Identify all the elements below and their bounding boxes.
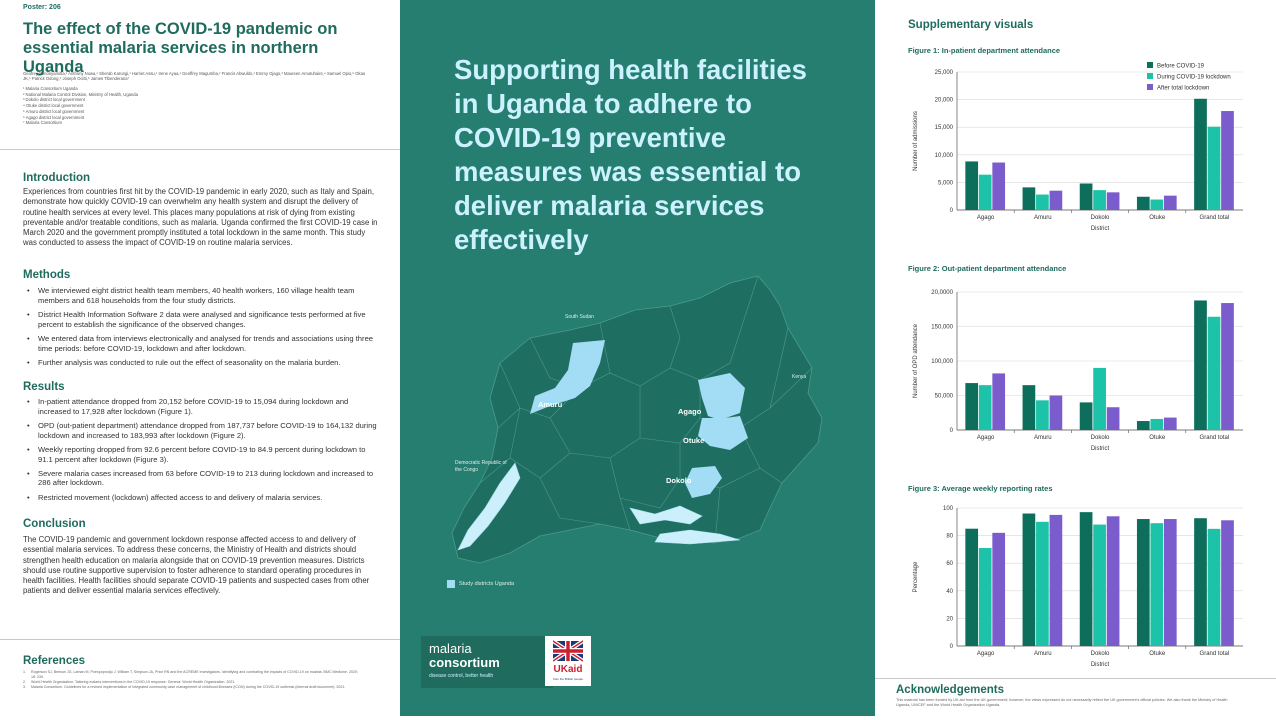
list-item: • Severe malaria cases increased from 63 before COVID-19 to 213 during lockdown and increased to 286 after lockdown. [23, 469, 379, 489]
x-tick-label: Grand total [1199, 651, 1230, 657]
affiliation: ² National Malaria Control Division, Ministry of Health, Uganda [23, 91, 138, 97]
methods-list [23, 286, 379, 372]
bar [1036, 195, 1049, 210]
bar [1137, 197, 1150, 210]
bar [1137, 421, 1150, 430]
figure-2-chart [905, 278, 1265, 456]
bar [1208, 317, 1221, 430]
district-label-amuru: Amuru [538, 400, 563, 409]
bar [1036, 400, 1049, 430]
bar [992, 163, 1005, 210]
bar [1093, 368, 1106, 430]
district-label-dokolo: Dokolo [666, 476, 692, 485]
x-tick-label: Agago [976, 651, 995, 657]
bar [1093, 525, 1106, 646]
bar [1107, 516, 1120, 646]
bar [979, 175, 992, 210]
bar [979, 548, 992, 646]
bar [1164, 519, 1177, 646]
y-tick-label: 20,0000 [931, 290, 953, 296]
supplementary-visuals-heading: Supplementary visuals [908, 19, 1034, 31]
affiliation-list [23, 86, 373, 126]
x-tick-label: Amuru [1033, 651, 1052, 657]
y-tick-label: 20,000 [934, 97, 953, 104]
bar [1050, 396, 1063, 431]
y-tick-label: 0 [949, 208, 953, 214]
references-list [23, 670, 363, 690]
results-heading: Results [23, 381, 65, 393]
affiliation: ⁴ Otuke district local government [23, 103, 84, 109]
poster-number: Poster: 206 [23, 4, 61, 11]
y-tick-label: 40 [946, 588, 953, 595]
bar [1221, 303, 1234, 430]
bar [1164, 196, 1177, 210]
uganda-map [440, 268, 860, 598]
bar [1093, 190, 1106, 210]
bar [1221, 111, 1234, 210]
bar [1080, 184, 1093, 210]
bar [1194, 518, 1207, 646]
map-legend [447, 580, 514, 588]
y-tick-label: 15,000 [934, 125, 953, 132]
list-item: • We entered data from interviews electronically and analysed for trends and associations using three time periods: before COVID-19, lockdown and after lockdown. [23, 334, 379, 354]
map-label-south-sudan: South Sudan [565, 314, 594, 320]
x-axis-label: District [1090, 226, 1110, 232]
y-tick-label: 60 [946, 561, 953, 568]
y-tick-label: 150,000 [931, 324, 953, 331]
reference-item: 3. Malaria Consortium. Guidelines for a revised implementation of integrated community case management of childhood illnesses (iCCM) during the COVID-19 outbreak (internal draft document). 2021. [23, 685, 346, 689]
affiliation: ⁵ Amuru district local government [23, 108, 85, 114]
bar [1080, 402, 1093, 430]
y-axis-label: Percentage [913, 561, 919, 593]
bar [1194, 300, 1207, 430]
y-tick-label: 100,000 [931, 359, 953, 365]
x-tick-label: Dokolo [1090, 651, 1110, 657]
legend-swatch [1147, 73, 1153, 79]
reference-item: 2. World Health Organization. Tailoring malaria interventions in the COVID-19 response. Geneva: World Health Organization. 2021. [23, 680, 236, 684]
x-tick-label: Otuke [1149, 215, 1166, 221]
bar [1221, 520, 1234, 646]
bar [979, 385, 992, 430]
poster-title: The effect of the COVID-19 pandemic on essential malaria services in northern Uganda [23, 20, 338, 76]
bar [1036, 522, 1049, 646]
list-item: • Restricted movement (lockdown) affected access to and delivery of malaria services. [23, 493, 379, 503]
results-list [23, 397, 379, 507]
key-message-headline: Supporting health facilities in Uganda to adhere to COVID-19 preventive measures was essential to deliver malaria services effectively [454, 54, 807, 255]
x-tick-label: Otuke [1149, 651, 1166, 657]
y-tick-label: 50,000 [934, 393, 953, 400]
bar [1050, 515, 1063, 646]
bar [1164, 418, 1177, 430]
ukaid-logo: UKaid from the British people [545, 636, 591, 686]
bar [1107, 407, 1120, 430]
legend-label: During COVID-19 lockdown [1157, 74, 1231, 81]
conclusion-heading: Conclusion [23, 518, 86, 530]
bar [1150, 419, 1163, 430]
bar [965, 529, 978, 646]
reference-item: 1. Rogerson SJ, Beeson JG, Laman M, Poespoprodjo J, William T, Simpson JA, Price RN and the ACREME Investigators. Identifying and combating the impacts of COVID-19 on malaria. BMC Medicine. 2020; 18: 239. [23, 670, 358, 679]
x-tick-label: Dokolo [1090, 215, 1110, 221]
x-tick-label: Amuru [1033, 215, 1052, 221]
y-axis-label: Number of OPD attendance [913, 323, 919, 399]
legend-label: Study districts Uganda [459, 581, 515, 587]
divider [0, 149, 400, 150]
map-label-drc: Democratic Republic of the Congo [455, 460, 507, 473]
x-axis-label: District [1090, 446, 1110, 452]
y-tick-label: 25,000 [934, 70, 953, 76]
bar [1150, 200, 1163, 210]
affiliation: ³ Dokolo district local government [23, 97, 85, 103]
acknowledgements-heading: Acknowledgements [896, 684, 1004, 696]
bar [1137, 519, 1150, 646]
bar [1208, 127, 1221, 210]
list-item: • OPD (out-patient department) attendance dropped from 187,737 before COVID-19 to 164,132 during lockdown and increased to 183,993 after lockdown (Figure 2). [23, 421, 379, 441]
legend-label: Before COVID-19 [1157, 63, 1205, 70]
y-tick-label: 5,000 [937, 180, 953, 187]
introduction-text: Experiences from countries first hit by the COVID-19 pandemic in early 2020, such as Italy and Spain, demonstrate how quickly COVID-19 can overwhelm any health system and disrupt the delivery of routine health services at every level. This places many populations at risk of dying from existing preventable and/or treatable conditions, such as malaria. Uganda confirmed the first COVID-19 case in March 2020 and the government promptly instituted a total lockdown in the same month. This study was conducted to assess the impact of COVID-19 on routine malaria services. [23, 187, 378, 248]
bar [965, 161, 978, 210]
y-tick-label: 80 [946, 533, 953, 540]
figure-3-chart [905, 494, 1265, 672]
bar [1208, 529, 1221, 646]
bar [992, 373, 1005, 430]
list-item: • We interviewed eight district health team members, 40 health workers, 160 village health team members and 618 households from the four study districts. [23, 286, 379, 306]
list-item: • District Health Information Software 2 data were analysed and significance tests performed at five percent to establish the significance of the observed changes. [23, 310, 379, 330]
legend-swatch [1147, 84, 1153, 90]
conclusion-text: The COVID-19 pandemic and government lockdown response affected access to and delivery of essential malaria services. To address these concerns, the Ministry of Health and districts should strengthen health education on malaria alongside that on COVID-19 prevention measures. Districts should use routine supportive supervision to foster adherence to standard operating procedures in health facilities. Health facilities should separate COVID-19 patients and suspected cases from other patients and deliver essential malaria services effectively. [23, 535, 370, 596]
y-tick-label: 10,000 [934, 152, 953, 159]
y-tick-label: 0 [949, 428, 953, 434]
union-jack-icon [553, 640, 583, 662]
figure-2-title: Figure 2: Out-patient department attendance [908, 264, 1067, 273]
district-label-agago: Agago [678, 407, 702, 416]
bar [1107, 192, 1120, 210]
methods-heading: Methods [23, 269, 71, 281]
author-list: Geofrey Kenonyamitta,¹ Anthony Nuwa,¹ Sherab Karungi,¹ Harriet Assu,¹ Irene Ayaa,¹ Geoffrey Magumba,² Francis Abwuldo,¹ Emmy Ojago,³ Maureen Amutuhaire,⁴ Samuel Opio,⁵ Okao JK,⁶ Patrick Odong,⁶ Joseph Ocitti,⁶ James Tibenderana⁷ [23, 71, 366, 82]
bar [1023, 385, 1036, 430]
affiliation: ⁶ Agago district local government [23, 114, 85, 120]
figure-1-chart [905, 58, 1265, 236]
figure-3-title: Figure 3: Average weekly reporting rates [908, 484, 1053, 493]
x-tick-label: Agago [976, 215, 995, 221]
references-heading: References [23, 655, 86, 667]
y-axis-label: Number of admissions [913, 111, 919, 171]
list-item: • In-patient attendance dropped from 20,152 before COVID-19 to 15,094 during lockdown and increased to 17,928 after lockdown (Figure 1). [23, 397, 379, 417]
x-tick-label: Grand total [1199, 435, 1230, 441]
center-panel [400, 0, 875, 716]
affiliation: ⁷ Malaria Consortium [23, 120, 62, 126]
right-column [875, 0, 1276, 720]
introduction-heading: Introduction [23, 172, 91, 184]
legend-label: After total lockdown [1157, 85, 1210, 92]
x-tick-label: Otuke [1149, 435, 1166, 441]
bar [992, 533, 1005, 646]
malaria-consortium-logo: malaria consortium disease control, better health [421, 636, 553, 688]
bar [1080, 512, 1093, 646]
bar [965, 383, 978, 430]
divider [875, 678, 1276, 679]
x-tick-label: Dokolo [1090, 435, 1110, 441]
y-tick-label: 20 [946, 616, 953, 623]
y-tick-label: 0 [949, 644, 953, 650]
y-tick-label: 100 [942, 506, 953, 512]
x-tick-label: Amuru [1033, 435, 1052, 441]
x-tick-label: Grand total [1199, 215, 1230, 221]
district-label-otuke: Otuke [683, 436, 705, 445]
x-axis-label: District [1090, 662, 1110, 668]
affiliation: ¹ Malaria Consortium Uganda [23, 86, 78, 91]
list-item: • Weekly reporting dropped from 92.6 percent before COVID-19 to 84.9 percent during lockdown to 91.1 percent after lockdown (Figure 3). [23, 445, 379, 465]
legend-swatch [447, 580, 455, 588]
legend-swatch [1147, 62, 1153, 68]
bar [1023, 514, 1036, 646]
bar [1150, 523, 1163, 646]
x-tick-label: Agago [976, 435, 995, 441]
figure-1-title: Figure 1: In-patient department attendance [908, 46, 1061, 55]
bar [1023, 187, 1036, 210]
left-column [0, 0, 400, 720]
map-label-kenya: Kenya [792, 374, 807, 380]
divider [0, 639, 400, 640]
acknowledgements-text: This material has been funded by UK aid from the UK government; however, the views expressed do not necessarily reflect the UK government's official policies. We also thank the Ministry of Health Uganda, UNICEF and the World Health Organization Uganda. [896, 698, 1228, 707]
bar [1194, 99, 1207, 210]
bar [1050, 191, 1063, 210]
list-item: • Further analysis was conducted to rule out the effect of seasonality on the malaria burden. [23, 358, 379, 368]
